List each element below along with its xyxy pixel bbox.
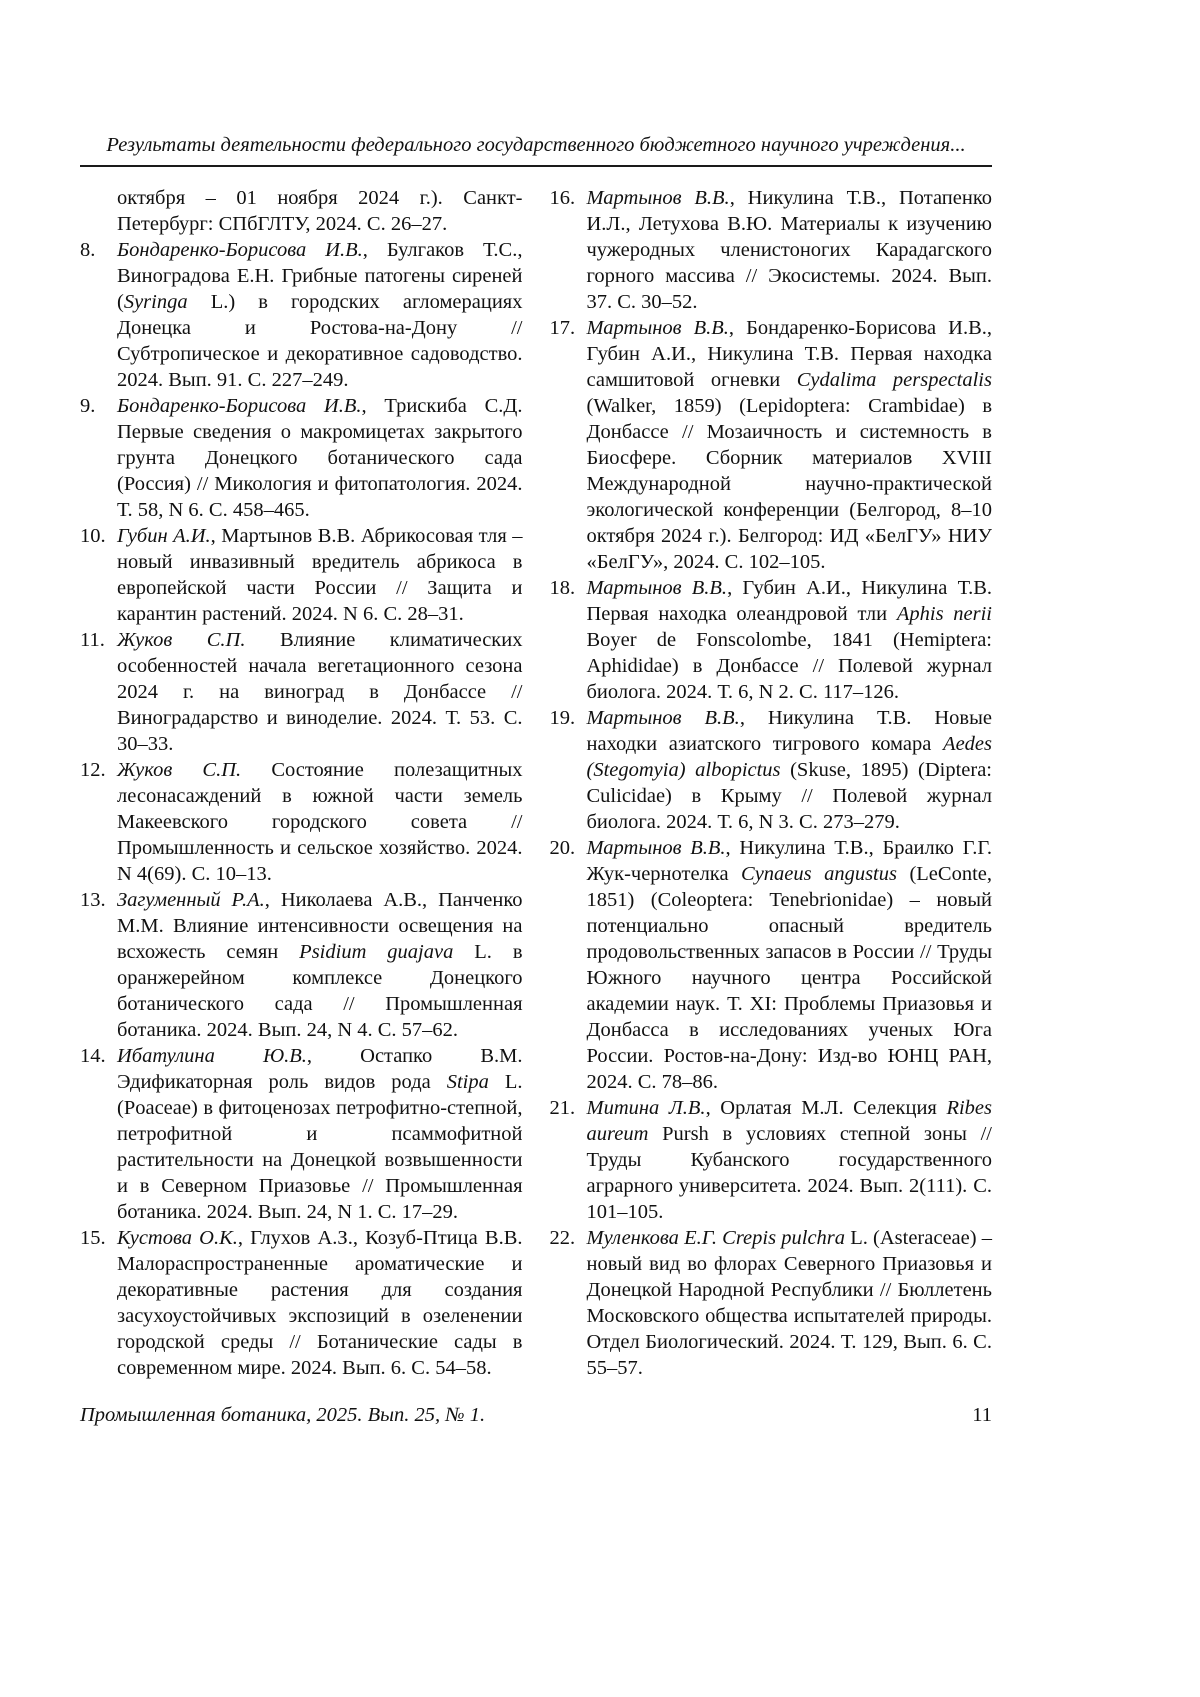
reference-number: 14. bbox=[80, 1045, 106, 1067]
reference-text-italic: Муленкова Е.Г. bbox=[586, 1227, 717, 1249]
reference-item bbox=[550, 1225, 993, 1381]
reference-item bbox=[80, 523, 523, 627]
reference-number: 21. bbox=[549, 1097, 576, 1119]
reference-text-italic: Aphis nerii bbox=[896, 603, 993, 625]
reference-item bbox=[80, 393, 523, 523]
reference-text: , Остапко В.М. Эдификаторная роль видов рода bbox=[117, 1045, 523, 1093]
reference-text: L.) в городских агломерациях Донецка и Ростова-на-Дону // Субтропическое и декоративное садоводство. 2024. Вып. 91. С. 227–249. bbox=[117, 291, 523, 391]
reference-number: 20. bbox=[549, 837, 576, 859]
reference-text-italic: Cynaeus angustus bbox=[741, 863, 897, 885]
reference-text-italic: Мартынов В.В. bbox=[586, 317, 729, 339]
reference-text: , Николаева А.В., Панченко М.М. Влияние интенсивности освещения на всхожесть семян bbox=[117, 889, 523, 963]
running-header bbox=[80, 132, 992, 167]
reference-text: L. в оранжерейном комплексе Донецкого ботанического сада // Промышленная ботаника. 2024. Вып. 24, N 4. С. 57–62. bbox=[117, 941, 523, 1041]
reference-text-italic: Ибатулина Ю.В. bbox=[117, 1045, 307, 1067]
footer-journal-title: Промышленная ботаника, 2025. Вып. 25, № 1. bbox=[80, 1404, 486, 1426]
reference-number: 15. bbox=[80, 1227, 106, 1249]
reference-text-italic: Жуков С.П. bbox=[117, 629, 246, 651]
reference-columns bbox=[80, 185, 992, 1381]
reference-item bbox=[80, 1043, 523, 1225]
reference-text-italic: Мартынов В.В. bbox=[586, 577, 728, 599]
reference-item bbox=[80, 887, 523, 1043]
reference-text-italic: Бондаренко-Борисова И.В. bbox=[117, 395, 362, 417]
reference-text: , Никулина Т.В. Новые находки азиатского тигрового комара bbox=[586, 707, 992, 755]
left-column bbox=[80, 185, 523, 1381]
reference-item bbox=[550, 835, 993, 1095]
reference-text: , Никулина Т.В., Браилко Г.Г. Жук-чернотелка bbox=[586, 837, 992, 885]
reference-text-italic: Бондаренко-Борисова И.В. bbox=[117, 239, 363, 261]
reference-text: , Мартынов В.В. Абрикосовая тля – новый инвазивный вредитель абрикоса в европейской части России // Защита и карантин растений. 2024. N 6. С. 28–31. bbox=[117, 525, 523, 625]
footer-page-number: 11 bbox=[972, 1404, 992, 1426]
reference-text-italic: Psidium guajava bbox=[299, 941, 454, 963]
reference-text-italic: Жуков С.П. bbox=[117, 759, 242, 781]
reference-text: L. (Poaceae) в фитоценозах петрофитно-степной, петрофитной и псаммофитной растительности на Донецкой возвышенности и в Северном Приазовье // Промышленная ботаника. 2024. Вып. 24, N 1. С. 17–29. bbox=[117, 1071, 523, 1223]
reference-text: , Глухов А.З., Козуб-Птица В.В. Малораспространенные ароматические и декоративные растения для создания засухоустойчивых экспозиций в озеленении городской среды // Ботанические сады в современном мире. 2024. Вып. 6. С. 54–58. bbox=[117, 1227, 523, 1379]
reference-text: , Булгаков Т.С., Виноградова Е.Н. Грибные патогены сиреней ( bbox=[117, 239, 523, 313]
reference-number: 22. bbox=[549, 1227, 576, 1249]
reference-text-italic: Мартынов В.В. bbox=[586, 837, 726, 859]
reference-text: , Губин А.И., Никулина Т.В. Первая находка олеандровой тли bbox=[586, 577, 992, 625]
reference-continuation bbox=[80, 185, 523, 237]
reference-number: 10. bbox=[80, 525, 106, 547]
reference-item bbox=[550, 705, 993, 835]
reference-text-italic: Aedes (Stegomyia) albopictus bbox=[586, 733, 992, 781]
reference-text: , Никулина Т.В., Потапенко И.Л., Летухова В.Ю. Материалы к изучению чужеродных членистоногих Карадагского горного массива // Экосистемы. 2024. Вып. 37. С. 30–52. bbox=[586, 187, 992, 313]
reference-text-italic: Crepis pulchra bbox=[722, 1227, 846, 1249]
reference-text: , Трискиба С.Д. Первые сведения о макромицетах закрытого грунта Донецкого ботанического сада (Россия) // Микология и фитопатология. 2024. Т. 58, N 6. С. 458–465. bbox=[117, 395, 523, 521]
reference-text: Влияние климатических особенностей начала вегетационного сезона 2024 г. на виноград в Донбассе // Виноградарство и виноделие. 2024. Т. 53. С. 30–33. bbox=[117, 629, 523, 755]
reference-number: 8. bbox=[80, 239, 96, 261]
reference-text-italic: Cydalima perspectalis bbox=[796, 369, 992, 391]
header-rule bbox=[80, 165, 992, 167]
reference-item bbox=[550, 1095, 993, 1225]
reference-text: Pursh в условиях степной зоны // Труды Кубанского государственного аграрного университета. 2024. Вып. 2(111). С. 101–105. bbox=[586, 1123, 992, 1223]
right-column bbox=[550, 185, 993, 1381]
reference-text-italic: Митина Л.В. bbox=[586, 1097, 706, 1119]
reference-item bbox=[80, 757, 523, 887]
reference-item bbox=[80, 237, 523, 393]
reference-text: L. (Asteraceae) – новый вид во флорах Северного Приазовья и Донецкой Народной Республики // Бюллетень Московского общества испытателей природы. Отдел Биологический. 2024. Т. 129, Вып. 6. С. 55–57. bbox=[586, 1227, 993, 1379]
reference-text-italic: Загуменный Р.А. bbox=[117, 889, 265, 911]
reference-item bbox=[550, 575, 993, 705]
page-footer bbox=[80, 1402, 992, 1428]
reference-number: 18. bbox=[549, 577, 576, 599]
reference-text: (Walker, 1859) (Lepidoptera: Crambidae) в Донбассе // Мозаичность и системность в Биосфере. Сборник материалов XVIII Международной научно-практической экологической конференции (Белгород, 8–10 октября 2024 г.). Белгород: ИД «БелГУ» НИУ «БелГУ», 2024. С. 102–105. bbox=[586, 395, 992, 573]
reference-text: Boyer de Fonscolombe, 1841 (Hemiptera: Aphididae) в Донбассе // Полевой журнал биолога. 2024. Т. 6, N 2. С. 117–126. bbox=[586, 629, 992, 703]
reference-number: 13. bbox=[80, 889, 106, 911]
reference-text: Состояние полезащитных лесонасаждений в южной части земель Макеевского городского совета // Промышленность и сельское хозяйство. 2024. N 4(69). С. 10–13. bbox=[117, 759, 523, 885]
reference-text: октября – 01 ноября 2024 г.). Санкт-Петербург: СПбГЛТУ, 2024. С. 26–27. bbox=[117, 187, 523, 235]
running-header-title: Результаты деятельности федерального государственного бюджетного научного учреждения... bbox=[106, 134, 966, 156]
reference-item bbox=[80, 1225, 523, 1381]
reference-text-italic: Мартынов В.В. bbox=[586, 707, 740, 729]
reference-text-italic: Ribes aureum bbox=[586, 1097, 992, 1145]
reference-number: 11. bbox=[80, 629, 105, 651]
reference-item bbox=[550, 185, 993, 315]
reference-text-italic: Syringa bbox=[123, 291, 188, 313]
reference-number: 19. bbox=[549, 707, 576, 729]
reference-text: (Skuse, 1895) (Diptera: Culicidae) в Крыму // Полевой журнал биолога. 2024. Т. 6, N 3. С. 273–279. bbox=[586, 759, 992, 833]
reference-text: , Орлатая М.Л. Селекция bbox=[705, 1097, 947, 1119]
reference-text: , Бондаренко-Борисова И.В., Губин А.И., Никулина Т.В. Первая находка самшитовой огневки bbox=[586, 317, 992, 391]
journal-page bbox=[80, 0, 992, 1381]
reference-number: 12. bbox=[80, 759, 106, 781]
reference-text-italic: Губин А.И. bbox=[117, 525, 211, 547]
reference-number: 9. bbox=[80, 395, 96, 417]
reference-text: (LeConte, 1851) (Coleoptera: Tenebrionidae) – новый потенциально опасный вредитель продовольственных запасов в России // Труды Южного научного центра Российской академии наук. Т. XI: Проблемы Приазовья и Донбасса в исследованиях ученых Юга России. Ростов-на-Дону: Изд-во ЮНЦ РАН, 2024. С. 78–86. bbox=[586, 863, 992, 1093]
reference-text-italic: Кустова О.К. bbox=[117, 1227, 238, 1249]
reference-number: 17. bbox=[549, 317, 576, 339]
reference-text-italic: Stipa bbox=[446, 1071, 489, 1093]
reference-number: 16. bbox=[549, 187, 576, 209]
reference-text-italic: Мартынов В.В. bbox=[586, 187, 730, 209]
reference-item bbox=[550, 315, 993, 575]
reference-item bbox=[80, 627, 523, 757]
